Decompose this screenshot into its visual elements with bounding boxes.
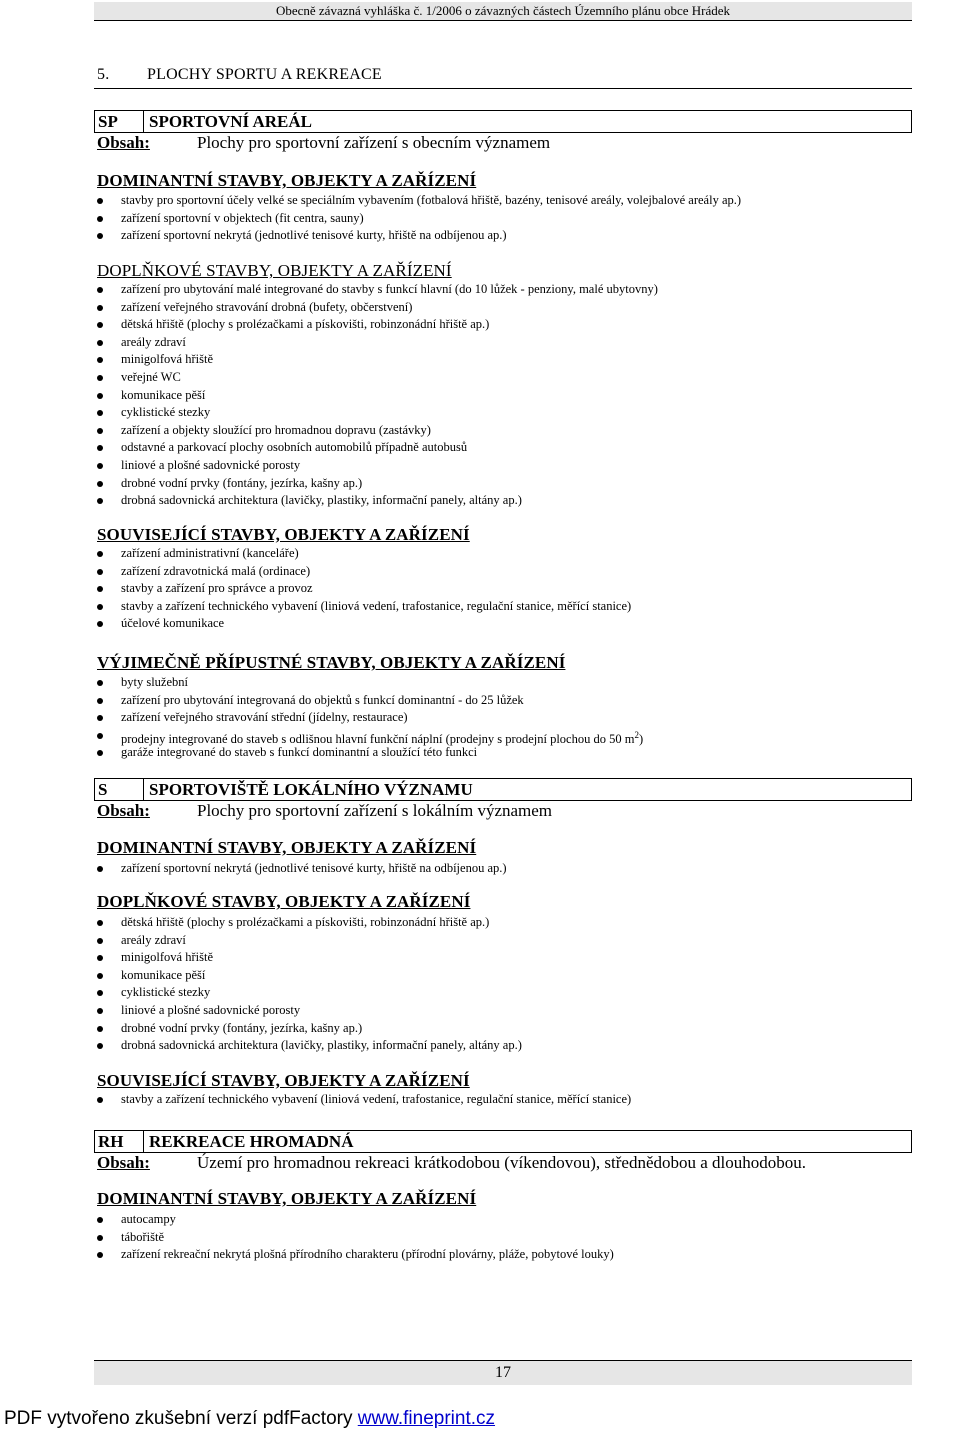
bullet-icon bbox=[97, 920, 103, 926]
zone-divider bbox=[143, 111, 144, 132]
bullet-icon bbox=[97, 1008, 103, 1014]
zone-box-sp bbox=[94, 110, 912, 133]
bullet-icon bbox=[97, 463, 103, 469]
zone-code: S bbox=[98, 780, 108, 799]
pdf-watermark bbox=[4, 1408, 495, 1430]
list-item: minigolfová hřiště bbox=[97, 351, 658, 369]
bullet-icon bbox=[97, 198, 103, 204]
zone-divider bbox=[143, 779, 144, 800]
zone-divider bbox=[143, 1131, 144, 1152]
obsah-label: Obsah: bbox=[97, 801, 150, 820]
list-item: komunikace pěší bbox=[97, 387, 658, 405]
bullet-icon bbox=[97, 1217, 103, 1223]
list-item: zařízení sportovní nekrytá (jednotlivé tenisové kurty, hřiště na odbíjenou ap.) bbox=[97, 860, 507, 878]
list-item: liniové a plošné sadovnické porosty bbox=[97, 457, 658, 475]
list-item: stavby a zařízení technického vybavení (liniová vedení, trafostanice, regulační stanice, měřící stanice) bbox=[97, 598, 631, 616]
bullet-icon bbox=[97, 1026, 103, 1032]
page-header bbox=[94, 2, 912, 21]
bullet-icon bbox=[97, 733, 103, 739]
bullet-icon bbox=[97, 287, 103, 293]
bullet-icon bbox=[97, 410, 103, 416]
list-item: garáže integrované do staveb s funkcí dominantní a sloužící této funkci bbox=[97, 744, 643, 762]
zone-obsah bbox=[97, 133, 550, 153]
obsah-label: Obsah: bbox=[97, 1153, 150, 1172]
item-list bbox=[97, 1091, 631, 1109]
bullet-icon bbox=[97, 305, 103, 311]
list-item: zařízení administrativní (kanceláře) bbox=[97, 545, 631, 563]
group-heading: DOMINANTNÍ STAVBY, OBJEKTY A ZAŘÍZENÍ bbox=[97, 171, 477, 190]
bullet-icon bbox=[97, 973, 103, 979]
group-heading: DOMINANTNÍ STAVBY, OBJEKTY A ZAŘÍZENÍ bbox=[97, 1189, 477, 1208]
list-item: zařízení veřejného stravování střední (jídelny, restaurace) bbox=[97, 709, 643, 727]
zone-name: REKREACE HROMADNÁ bbox=[149, 1132, 354, 1151]
item-list bbox=[97, 674, 643, 762]
list-item: zařízení pro ubytování malé integrované do stavby s funkcí hlavní (do 10 lůžek - penziony, malé ubytovny) bbox=[97, 281, 658, 299]
list-item: stavby a zařízení technického vybavení (liniová vedení, trafostanice, regulační stanice, měřící stanice) bbox=[97, 1091, 631, 1109]
bullet-icon bbox=[97, 750, 103, 756]
list-item: minigolfová hřiště bbox=[97, 949, 522, 967]
header-title: Obecně závazná vyhláška č. 1/2006 o závazných částech Územního plánu obce Hrádek bbox=[275, 3, 731, 18]
list-item: areály zdraví bbox=[97, 932, 522, 950]
item-list bbox=[97, 914, 522, 1055]
list-item: zařízení pro ubytování integrovaná do objektů s funkcí dominantní - do 25 lůžek bbox=[97, 692, 643, 710]
zone-box-s bbox=[94, 778, 912, 801]
zone-name: SPORTOVIŠTĚ LOKÁLNÍHO VÝZNAMU bbox=[149, 780, 473, 799]
bullet-icon bbox=[97, 498, 103, 504]
list-item: prodejny integrované do staveb s odlišnou hlavní funkční náplní (prodejny s prodejní plochou do 50 $m^2$) bbox=[97, 727, 643, 745]
obsah-text: Plochy pro sportovní zařízení s lokálním významem bbox=[197, 801, 553, 820]
bullet-icon bbox=[97, 233, 103, 239]
item-list bbox=[97, 545, 631, 633]
bullet-icon bbox=[97, 393, 103, 399]
bullet-icon bbox=[97, 375, 103, 381]
bullet-icon bbox=[97, 866, 103, 872]
superscript: 2 bbox=[634, 729, 639, 740]
item-list bbox=[97, 1211, 614, 1264]
zone-code: SP bbox=[98, 112, 118, 131]
list-item: drobné vodní prvky (fontány, jezírka, kašny ap.) bbox=[97, 1020, 522, 1038]
group-heading: SOUVISEJÍCÍ STAVBY, OBJEKTY A ZAŘÍZENÍ bbox=[97, 1071, 470, 1090]
obsah-text: Plochy pro sportovní zařízení s obecním významem bbox=[197, 133, 551, 152]
zone-obsah bbox=[97, 1153, 806, 1173]
section-number: 5. bbox=[97, 66, 110, 83]
list-item: zařízení rekreační nekrytá plošná přírodního charakteru (přírodní plovárny, pláže, pobytové louky) bbox=[97, 1246, 614, 1264]
list-item: autocampy bbox=[97, 1211, 614, 1229]
bullet-icon bbox=[97, 990, 103, 996]
obsah-text: Území pro hromadnou rekreaci krátkodobou (víkendovou), střednědobou a dlouhodobou. bbox=[197, 1153, 807, 1172]
fineprint-link[interactable]: www.fineprint.cz bbox=[357, 1408, 496, 1429]
bullet-icon bbox=[97, 551, 103, 557]
bullet-icon bbox=[97, 322, 103, 328]
page-number: 17 bbox=[94, 1361, 912, 1385]
bullet-icon bbox=[97, 569, 103, 575]
list-item: zařízení veřejného stravování drobná (bufety, občerstvení) bbox=[97, 299, 658, 317]
bullet-icon bbox=[97, 357, 103, 363]
list-item: liniové a plošné sadovnické porosty bbox=[97, 1002, 522, 1020]
group-heading: SOUVISEJÍCÍ STAVBY, OBJEKTY A ZAŘÍZENÍ bbox=[97, 525, 470, 544]
section-rule bbox=[94, 88, 912, 89]
list-item: veřejné WC bbox=[97, 369, 658, 387]
pdf-note-text: PDF vytvořeno zkušební verzí pdfFactory bbox=[4, 1408, 358, 1429]
group-heading: DOPLŇKOVÉ STAVBY, OBJEKTY A ZAŘÍZENÍ bbox=[97, 261, 452, 280]
bullet-icon bbox=[97, 680, 103, 686]
section-name: PLOCHY SPORTU A REKREACE bbox=[147, 66, 382, 83]
list-item: drobné vodní prvky (fontány, jezírka, kašny ap.) bbox=[97, 475, 658, 493]
list-item: stavby a zařízení pro správce a provoz bbox=[97, 580, 631, 598]
bullet-icon bbox=[97, 1235, 103, 1241]
zone-name: SPORTOVNÍ AREÁL bbox=[149, 112, 312, 131]
bullet-icon bbox=[97, 445, 103, 451]
list-item: dětská hřiště (plochy s prolézačkami a pískovišti, robinzonádní hřiště ap.) bbox=[97, 316, 658, 334]
bullet-icon bbox=[97, 216, 103, 222]
group-heading: DOPLŇKOVÉ STAVBY, OBJEKTY A ZAŘÍZENÍ bbox=[97, 892, 471, 911]
item-list bbox=[97, 281, 658, 510]
list-item: stavby pro sportovní účely velké se speciálním vybavením (fotbalová hřiště, bazény, tenisové areály, volejbalové areály ap.) bbox=[97, 192, 741, 210]
list-item: areály zdraví bbox=[97, 334, 658, 352]
group-heading: DOMINANTNÍ STAVBY, OBJEKTY A ZAŘÍZENÍ bbox=[97, 838, 477, 857]
bullet-icon bbox=[97, 715, 103, 721]
bullet-icon bbox=[97, 621, 103, 627]
item-list bbox=[97, 860, 507, 878]
section-title bbox=[97, 66, 382, 84]
list-item: dětská hřiště (plochy s prolézačkami a pískovišti, robinzonádní hřiště ap.) bbox=[97, 914, 522, 932]
list-item: zařízení zdravotnická malá (ordinace) bbox=[97, 563, 631, 581]
list-item: účelové komunikace bbox=[97, 615, 631, 633]
list-item: cyklistické stezky bbox=[97, 404, 658, 422]
bullet-icon bbox=[97, 1043, 103, 1049]
bullet-icon bbox=[97, 340, 103, 346]
list-item: zařízení sportovní v objektech (fit centra, sauny) bbox=[97, 210, 741, 228]
list-item: drobná sadovnická architektura (lavičky, plastiky, informační panely, altány ap.) bbox=[97, 492, 658, 510]
list-item: byty služební bbox=[97, 674, 643, 692]
bullet-icon bbox=[97, 586, 103, 592]
zone-obsah bbox=[97, 801, 552, 821]
bullet-icon bbox=[97, 1252, 103, 1258]
list-item: odstavné a parkovací plochy osobních automobilů případně autobusů bbox=[97, 439, 658, 457]
bullet-icon bbox=[97, 938, 103, 944]
list-item: cyklistické stezky bbox=[97, 984, 522, 1002]
list-item: drobná sadovnická architektura (lavičky, plastiky, informační panely, altány ap.) bbox=[97, 1037, 522, 1055]
bullet-icon bbox=[97, 955, 103, 961]
list-item: zařízení a objekty sloužící pro hromadnou dopravu (zastávky) bbox=[97, 422, 658, 440]
group-heading: VÝJIMEČNĚ PŘÍPUSTNÉ STAVBY, OBJEKTY A ZAŘÍZENÍ bbox=[97, 653, 566, 672]
bullet-icon bbox=[97, 481, 103, 487]
obsah-label: Obsah: bbox=[97, 133, 150, 152]
zone-box-rh bbox=[94, 1130, 912, 1153]
bullet-icon bbox=[97, 1097, 103, 1103]
list-item: zařízení sportovní nekrytá (jednotlivé tenisové kurty, hřiště na odbíjenou ap.) bbox=[97, 227, 741, 245]
zone-code: RH bbox=[98, 1132, 124, 1151]
bullet-icon bbox=[97, 428, 103, 434]
list-item: komunikace pěší bbox=[97, 967, 522, 985]
bullet-icon bbox=[97, 604, 103, 610]
bullet-icon bbox=[97, 698, 103, 704]
item-list bbox=[97, 192, 741, 245]
list-item: tábořiště bbox=[97, 1229, 614, 1247]
